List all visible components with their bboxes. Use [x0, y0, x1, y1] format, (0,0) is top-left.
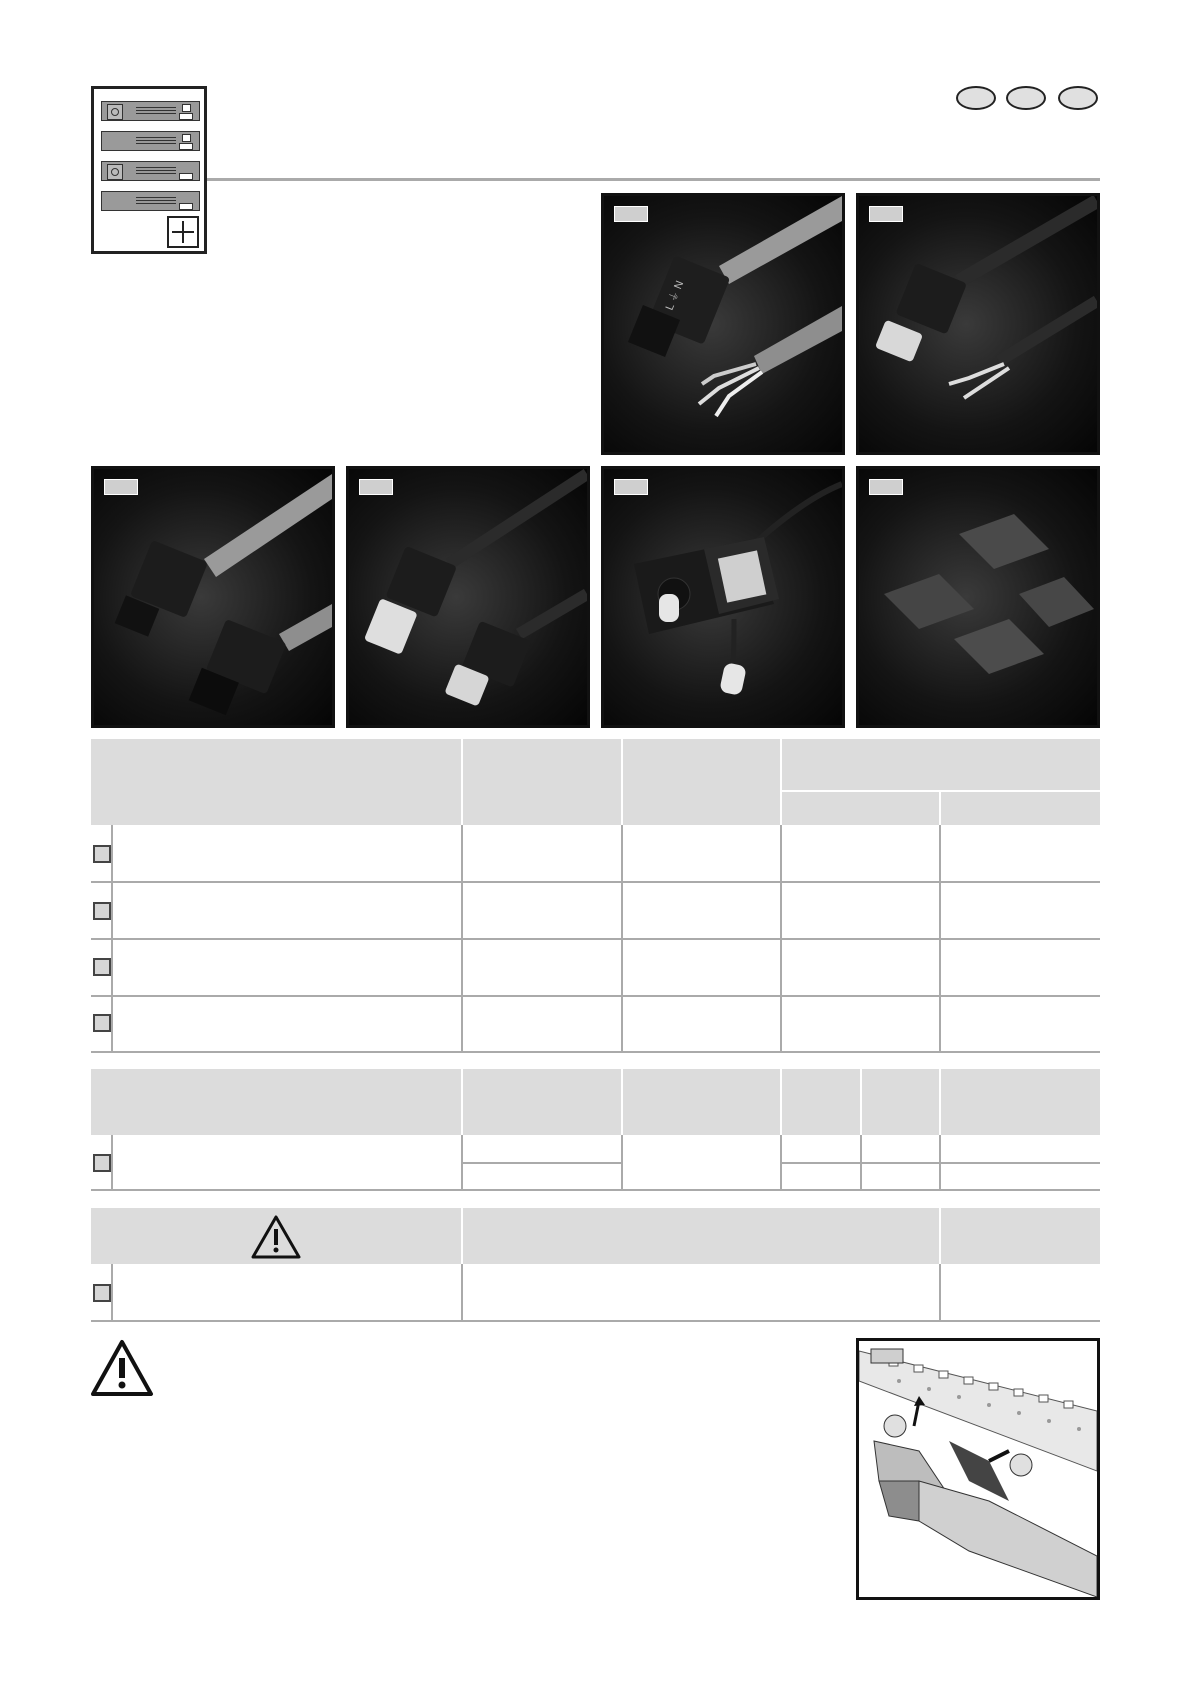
svg-text:L ⏚ N: L ⏚ N — [663, 279, 687, 313]
table2-checkbox-divider — [111, 1135, 113, 1191]
table2-row-line — [91, 1189, 1100, 1191]
table3-row-line — [91, 1320, 1100, 1322]
warning-triangle-icon — [89, 1338, 155, 1398]
table1-row-checkbox[interactable] — [93, 902, 111, 920]
table2-subrow-line — [780, 1162, 1100, 1164]
language-badge-1[interactable] — [956, 86, 996, 110]
led-strip-icon-2 — [101, 131, 200, 151]
table1-row-checkbox[interactable] — [93, 845, 111, 863]
table2-col-divider — [621, 1069, 623, 1135]
led-strip-icon-4 — [101, 191, 200, 211]
table2-subrow-line — [461, 1162, 621, 1164]
table1-row-line — [91, 938, 1100, 940]
warning-triangle-icon — [250, 1214, 302, 1265]
led-strip-icon-3 — [101, 161, 200, 181]
table2-col-divider — [780, 1069, 782, 1135]
table1-header — [91, 739, 1100, 825]
table2-row-checkbox[interactable] — [93, 1154, 111, 1172]
table2-body-divider — [621, 1135, 623, 1191]
plus-icon — [167, 216, 199, 248]
table2-col-divider — [461, 1069, 463, 1135]
language-badge-3[interactable] — [1058, 86, 1098, 110]
table3-row-checkbox[interactable] — [93, 1284, 111, 1302]
table2-header — [91, 1069, 1100, 1135]
table2-col-divider — [939, 1069, 941, 1135]
table2-col-divider — [860, 1069, 862, 1135]
header-rule — [207, 178, 1100, 181]
product-icon-box — [91, 86, 207, 254]
table1-row-line — [91, 881, 1100, 883]
photo-adhesive-pads — [856, 466, 1100, 728]
table3-body-divider — [461, 1264, 463, 1322]
table3-header — [91, 1208, 1100, 1264]
table1-row-line — [91, 995, 1100, 997]
table3-col-divider — [461, 1208, 463, 1264]
table1-row-checkbox[interactable] — [93, 958, 111, 976]
table3-body-divider — [939, 1264, 941, 1322]
photo-connector-cable-3-wire — [601, 193, 845, 455]
installation-drawing — [856, 1338, 1100, 1600]
language-badge-2[interactable] — [1006, 86, 1046, 110]
photo-connector-pair-2-pole — [346, 466, 590, 728]
table1-row-line — [91, 1051, 1100, 1053]
led-strip-icon-1 — [101, 101, 200, 121]
table3-col-divider — [939, 1208, 941, 1264]
photo-door-switch — [601, 466, 845, 728]
table1-row-checkbox[interactable] — [93, 1014, 111, 1032]
table3-checkbox-divider — [111, 1264, 113, 1322]
photo-connector-pair-3-pole — [91, 466, 335, 728]
photo-connector-cable-2-wire — [856, 193, 1100, 455]
